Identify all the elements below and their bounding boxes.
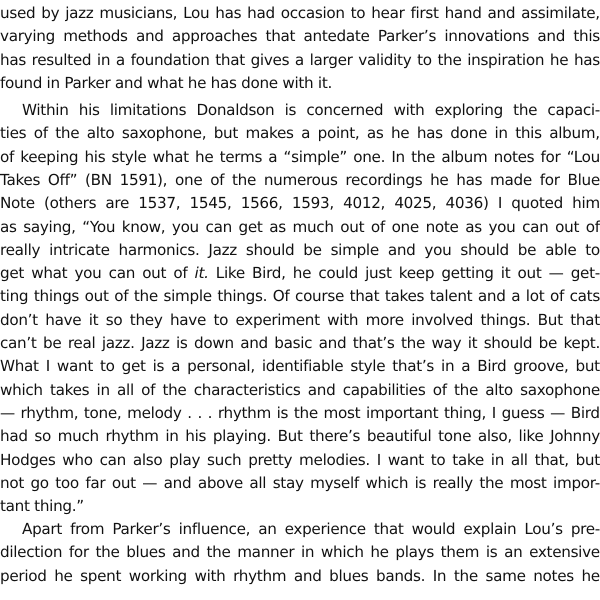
text-line: varying methods and approaches that antedate Parker’s innovations and this xyxy=(0,27,600,46)
text-line: ting things out of the simple things. Of course that takes talent and a lot of cats xyxy=(0,287,600,306)
text-line: as saying, “You know, you can get as much out of one note as you can out of xyxy=(0,217,600,236)
text-line: ties of the alto saxophone, but makes a point, as he has done in this album, xyxy=(0,124,600,143)
text-line: period he spent working with rhythm and blues bands. In the same notes he xyxy=(0,566,600,585)
text-line: get what you can out of it. Like Bird, he could just keep getting it out — get- xyxy=(0,264,600,283)
text-line: can’t be real jazz. Jazz is down and basic and that’s the way it should be kept. xyxy=(0,334,600,352)
text-line: dilection for the blues and the manner in which he plays them is an extensive xyxy=(0,543,600,562)
text-line: don’t have it so they have to experiment with more involved things. But that xyxy=(0,310,600,329)
text-line: Note (others are 1537, 1545, 1566, 1593, 4012, 4025, 4036) I quoted him xyxy=(0,194,600,213)
text-line: Apart from Parker’s influence, an experience that would explain Lou’s pre- xyxy=(22,520,600,538)
text-line: Within his limitations Donaldson is concerned with exploring the capaci- xyxy=(22,101,600,119)
text-line: Takes Off” (BN 1591), one of the numerous recordings he has made for Blue xyxy=(0,170,600,189)
text-line: — rhythm, tone, melody . . . rhythm is the most important thing, I guess — Bird xyxy=(0,403,600,422)
text-line: of keeping his style what he terms a “simple” one. In the album notes for “Lou xyxy=(0,147,600,166)
text-line: found in Parker and what he has done with it. xyxy=(0,73,333,92)
text-line: used by jazz musicians, Lou has had occasion to hear first hand and assimilate, xyxy=(0,4,600,22)
text-line: Hodges who can also play such pretty melodies. I want to take in all that, but xyxy=(0,450,600,469)
text-line: tant thing.” xyxy=(0,497,84,516)
text-line: not go too far out — and above all stay myself which is really the most impor- xyxy=(0,473,600,492)
text-line: What I want to get is a personal, identifiable style that’s in a Bird groove, but xyxy=(0,357,600,376)
text-line: really intricate harmonics. Jazz should be simple and you should be able to xyxy=(0,240,600,259)
text-line: has resulted in a foundation that gives a larger validity to the inspiration he has xyxy=(0,50,600,69)
text-line: had so much rhythm in his playing. But there’s beautiful tone also, like Johnny xyxy=(0,427,600,446)
text-line: which takes in all of the characteristics and capabilities of the alto saxophone xyxy=(0,380,600,399)
